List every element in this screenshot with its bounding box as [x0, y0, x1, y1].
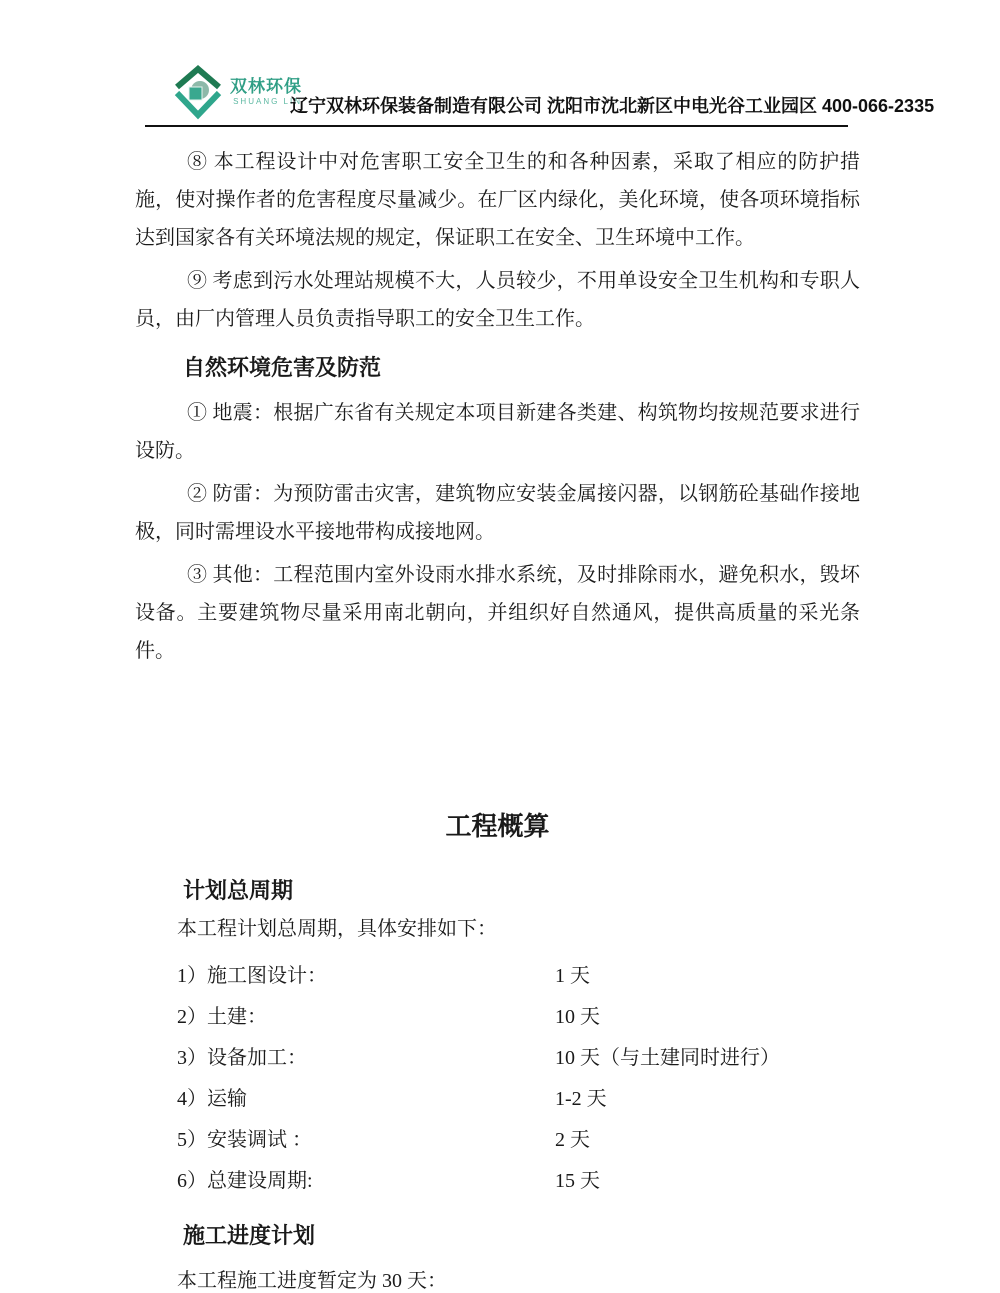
heading-plan-total-period: 计划总周期: [183, 878, 294, 903]
paragraph-safety-9: ⑨ 考虑到污水处理站规模不大，人员较少，不用单设安全卫生机构和专职人员，由厂内管理人员负责指导职工的安全卫生工作。: [135, 270, 860, 330]
header-divider: [145, 125, 848, 128]
schedule-item-value: 2 天: [555, 1128, 590, 1151]
schedule-item-label: 6）总建设周期:: [177, 1169, 313, 1192]
schedule-item-value: 15 天: [555, 1169, 600, 1192]
paragraph-env-2: ② 防雷：为预防雷击灾害，建筑物应安装金属接闪器，以钢筋砼基础作接地极，同时需埋设水平接地带构成接地网。: [135, 483, 860, 543]
schedule-item-label: 3）设备加工：: [177, 1046, 307, 1069]
schedule-item-label: 2）土建：: [177, 1005, 267, 1028]
schedule-row: [135, 955, 860, 996]
schedule-item-value: 10 天: [555, 1005, 600, 1028]
schedule-item-value: 1 天: [555, 964, 590, 987]
schedule-row: [135, 1037, 860, 1078]
schedule-row: [135, 1078, 860, 1119]
heading-natural-environment: 自然环境危害及防范: [183, 355, 382, 380]
plan-intro-line: 本工程计划总周期，具体安排如下：: [177, 918, 497, 940]
document-body: [135, 127, 860, 1293]
schedule-row: [135, 996, 860, 1037]
shuanglin-logo-icon: [172, 64, 224, 120]
schedule-item-label: 4）运输: [177, 1087, 247, 1110]
page-header: [0, 0, 1000, 127]
paragraph-env-3: ③ 其他：工程范围内室外设雨水排水系统，及时排除雨水，避免积水，毁坏设备。主要建筑物尽量采用南北朝向，并组织好自然通风，提供高质量的采光条件。: [135, 564, 860, 662]
schedule-item-value: 10 天（与土建同时进行）: [555, 1046, 780, 1069]
schedule-row: [135, 1119, 860, 1160]
logo-name-en: SHUANG LIN: [233, 97, 302, 106]
company-info-line: 辽宁双林环保装备制造有限公司 沈阳市沈北新区中电光谷工业园区 400-066-2335: [290, 96, 935, 116]
schedule-item-label: 1）施工图设计：: [177, 964, 327, 987]
paragraph-env-1: ① 地震：根据广东省有关规定本项目新建各类建、构筑物均按规范要求进行设防。: [135, 402, 860, 462]
title-project-budget: 工程概算: [445, 811, 550, 841]
schedule-item-value: 1-2 天: [555, 1087, 607, 1110]
schedule-row: [135, 1160, 860, 1201]
logo-name-cn: 双林环保: [230, 77, 302, 96]
schedule-item-label: 5）安装调试 ：: [177, 1128, 312, 1151]
paragraph-safety-8: ⑧ 本工程设计中对危害职工安全卫生的和各种因素，采取了相应的防护措施，使对操作者的危害程度尽量减少。在厂区内绿化，美化环境，使各项环境指标达到国家各有关环境法规的规定，保证职工在安全、卫生环境中工作。: [135, 151, 860, 249]
company-logo: [172, 64, 302, 120]
schedule-list: [135, 955, 860, 1201]
progress-intro-line: 本工程施工进度暂定为 30 天：: [177, 1270, 447, 1292]
heading-construction-progress: 施工进度计划: [183, 1223, 316, 1248]
